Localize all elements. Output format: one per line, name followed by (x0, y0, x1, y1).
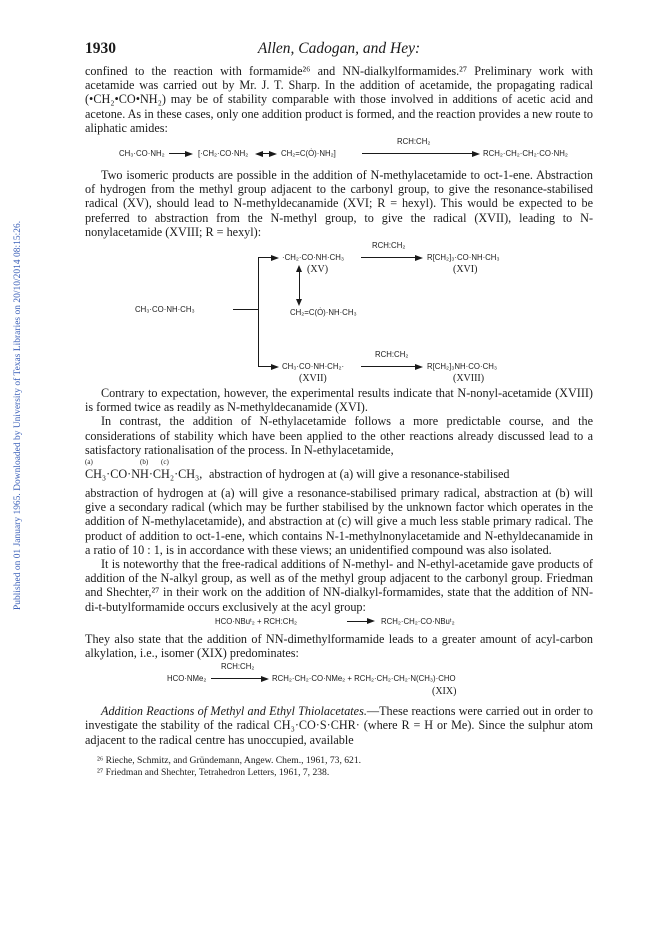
running-title: Allen, Cadogan, and Hey: (257, 40, 421, 57)
footnotes (85, 755, 593, 780)
paragraph-acetamide: confined to the reaction with formamide²⁶ and NN-dialkylformamides.²⁷ Preliminary work with acetamide was carried out by Mr. J. T. Sharp. In the addition of acetamide, the propagating radical (•CH₂•CO•NH₂) may be of stability comparable with those involved in additions of acetic acid and acetone. As in these cases, only one addition product is formed, and the reaction provides a new route to aliphatic amides: (85, 64, 594, 135)
scheme-dimethylformamide (85, 660, 593, 702)
scheme2-lower-label: (XVII) (299, 373, 327, 385)
paper-page (85, 40, 593, 780)
ethyl-formula: CH₃·CO·NH·CH₂·CH₃, (85, 467, 203, 482)
scheme2-upper-product-label: (XVI) (453, 264, 478, 276)
scheme-n-methylacetamide (85, 239, 593, 385)
scheme2-upper-label: (XV) (307, 264, 329, 276)
position-a-label: (a) (85, 458, 93, 467)
scheme-acetamide (85, 135, 593, 165)
paragraph-n-ethylacetamide-intro: In contrast, the addition of N-ethylacetamide follows a more predictable course, and the considerations of stability which have been applied to the other reactions already discussed lead to a satisfactory rationalisation of the process. In N-ethylacetamide, (85, 414, 593, 457)
paragraph-n-ethylacetamide: abstraction of hydrogen at (a) will give a resonance-stabilised primary radical, abstraction at (b) will give a secondary radical (which may be further stabilised by the unknown factor which operates in the addition of N-methylacetamide), and abstraction at (c) will give a much less stable primary radical. The product of addition to oct-1-ene, which contains N-1-methylnonylacetamide and N-ethyldecanamide in a ratio of 10 : 1, is in accordance with these views; an unidentified compound was also isolated. (85, 486, 593, 557)
paragraph-thiolacetates-text: —These reactions were carried out in order to investigate the stability of the radical CH₃·CO·S·CHR· (where R = H or Me). Since the sulphur atom adjacent to the radical centre has unoccupied, available (85, 704, 593, 747)
download-watermark-text: Published on 01 January 1965. Downloaded by University of Texas Libraries on 20/10/2014 08:15:26. (13, 220, 23, 610)
paragraph-n-methylacetamide: Two isomeric products are possible in the addition of N-methylacetamide to oct-1-ene. Abstraction of hydrogen from the methyl group adjacent to the carbonyl group, to give the resonance-stabilised radical (XV), should lead to N-methyldecanamide (XVI; R = hexyl). This would be expected to be preferred to abstraction from the N-methyl group, to give the radical (XVII), leading to N-nonylacetamide (XVIII; R = hexyl): (85, 168, 593, 239)
scheme4-label: (XIX) (432, 686, 457, 698)
scheme2-upper-radical: ·CH₂·CO·NH·CH₃ (282, 253, 345, 263)
scheme1-product: RCH₂·CH₂·CH₂·CO·NH₂ (483, 149, 568, 159)
scheme3-right: RCH₂·CH₂·CO·NBuᵗ₂ (381, 616, 455, 626)
paragraph-noteworthy: It is noteworthy that the free-radical additions of N-methyl- and N-ethyl-acetamide gave products of addition of the N-alkyl group, as well as of the methyl group adjacent to the carbonyl group. Friedman and Shechter,²⁷ in their work on the addition of NN-dialkyl-formamides, state that the addition of NN-di-t-butylformamide occurs exclusively at the acyl group: (85, 557, 593, 614)
section-heading: Addition Reactions of Methyl and Ethyl Thiolacetates. (101, 704, 367, 719)
scheme2-upper-reagent: RCH:CH₂ (372, 241, 406, 251)
footnote-27: ²⁷ Friedman and Shechter, Tetrahedron Letters, 1961, 7, 238. (97, 767, 330, 779)
scheme2-start: CH₃·CO·NH·CH₃ (135, 305, 195, 315)
paragraph-contrary: Contrary to expectation, however, the experimental results indicate that N-nonyl-acetamide (XVIII) is formed twice as readily as N-methyldecanamide (XVI). (85, 386, 593, 415)
position-c-label: (c) (161, 458, 169, 467)
ethyl-formula-block (85, 458, 593, 486)
scheme1-radical: [·CH₂·CO·NH₂ (198, 149, 249, 159)
paragraph-thiolacetates (85, 704, 593, 747)
scheme2-lower-product-label: (XVIII) (453, 373, 485, 385)
page-number: 1930 (85, 40, 116, 57)
footnote-26: ²⁶ Rieche, Schmitz, and Gründemann, Angew. Chem., 1961, 73, 621. (97, 754, 362, 766)
paragraph-dimethylformamide: They also state that the addition of NN-dimethylformamide leads to a greater amount of acyl-carbon alkylation, i.e., isomer (XIX) predominates: (85, 631, 593, 661)
page-header (85, 40, 593, 64)
position-b-label: (b) (140, 458, 149, 467)
scheme2-lower-product: R[CH₂]₃NH·CO·CH₃ (427, 362, 498, 372)
scheme3-left: HCO·NBuᵗ₂ + RCH:CH₂ (215, 616, 298, 626)
scheme4-reagent: RCH:CH₂ (221, 662, 255, 672)
scheme4-products: RCH₂·CH₂·CO·NMe₂ + RCH₂·CH₂·CH₂·N(CH₃)·CHO (272, 674, 456, 684)
scheme2-upper-product: R[CH₂]₃·CO·NH·CH₃ (427, 253, 500, 263)
ethyl-formula-trailing: abstraction of hydrogen at (a) will give a resonance-stabilised (209, 467, 510, 482)
scheme4-reactant: HCO·NMe₂ (167, 674, 207, 684)
scheme1-resonance: CH₂=C(Ȯ)·NH₂] (281, 149, 336, 159)
scheme-di-t-butylformamide (85, 614, 593, 630)
scheme1-reagent: RCH:CH₂ (397, 137, 431, 147)
download-watermark (2, 150, 23, 610)
scheme2-lower-reagent: RCH:CH₂ (375, 350, 409, 360)
scheme1-reactant: CH₃·CO·NH₂ (119, 149, 165, 159)
scheme2-resonance: CH₂=C(Ȯ)·NH·CH₃ (290, 308, 357, 318)
scheme2-lower-radical: CH₃·CO·NH·CH₂· (282, 362, 345, 372)
